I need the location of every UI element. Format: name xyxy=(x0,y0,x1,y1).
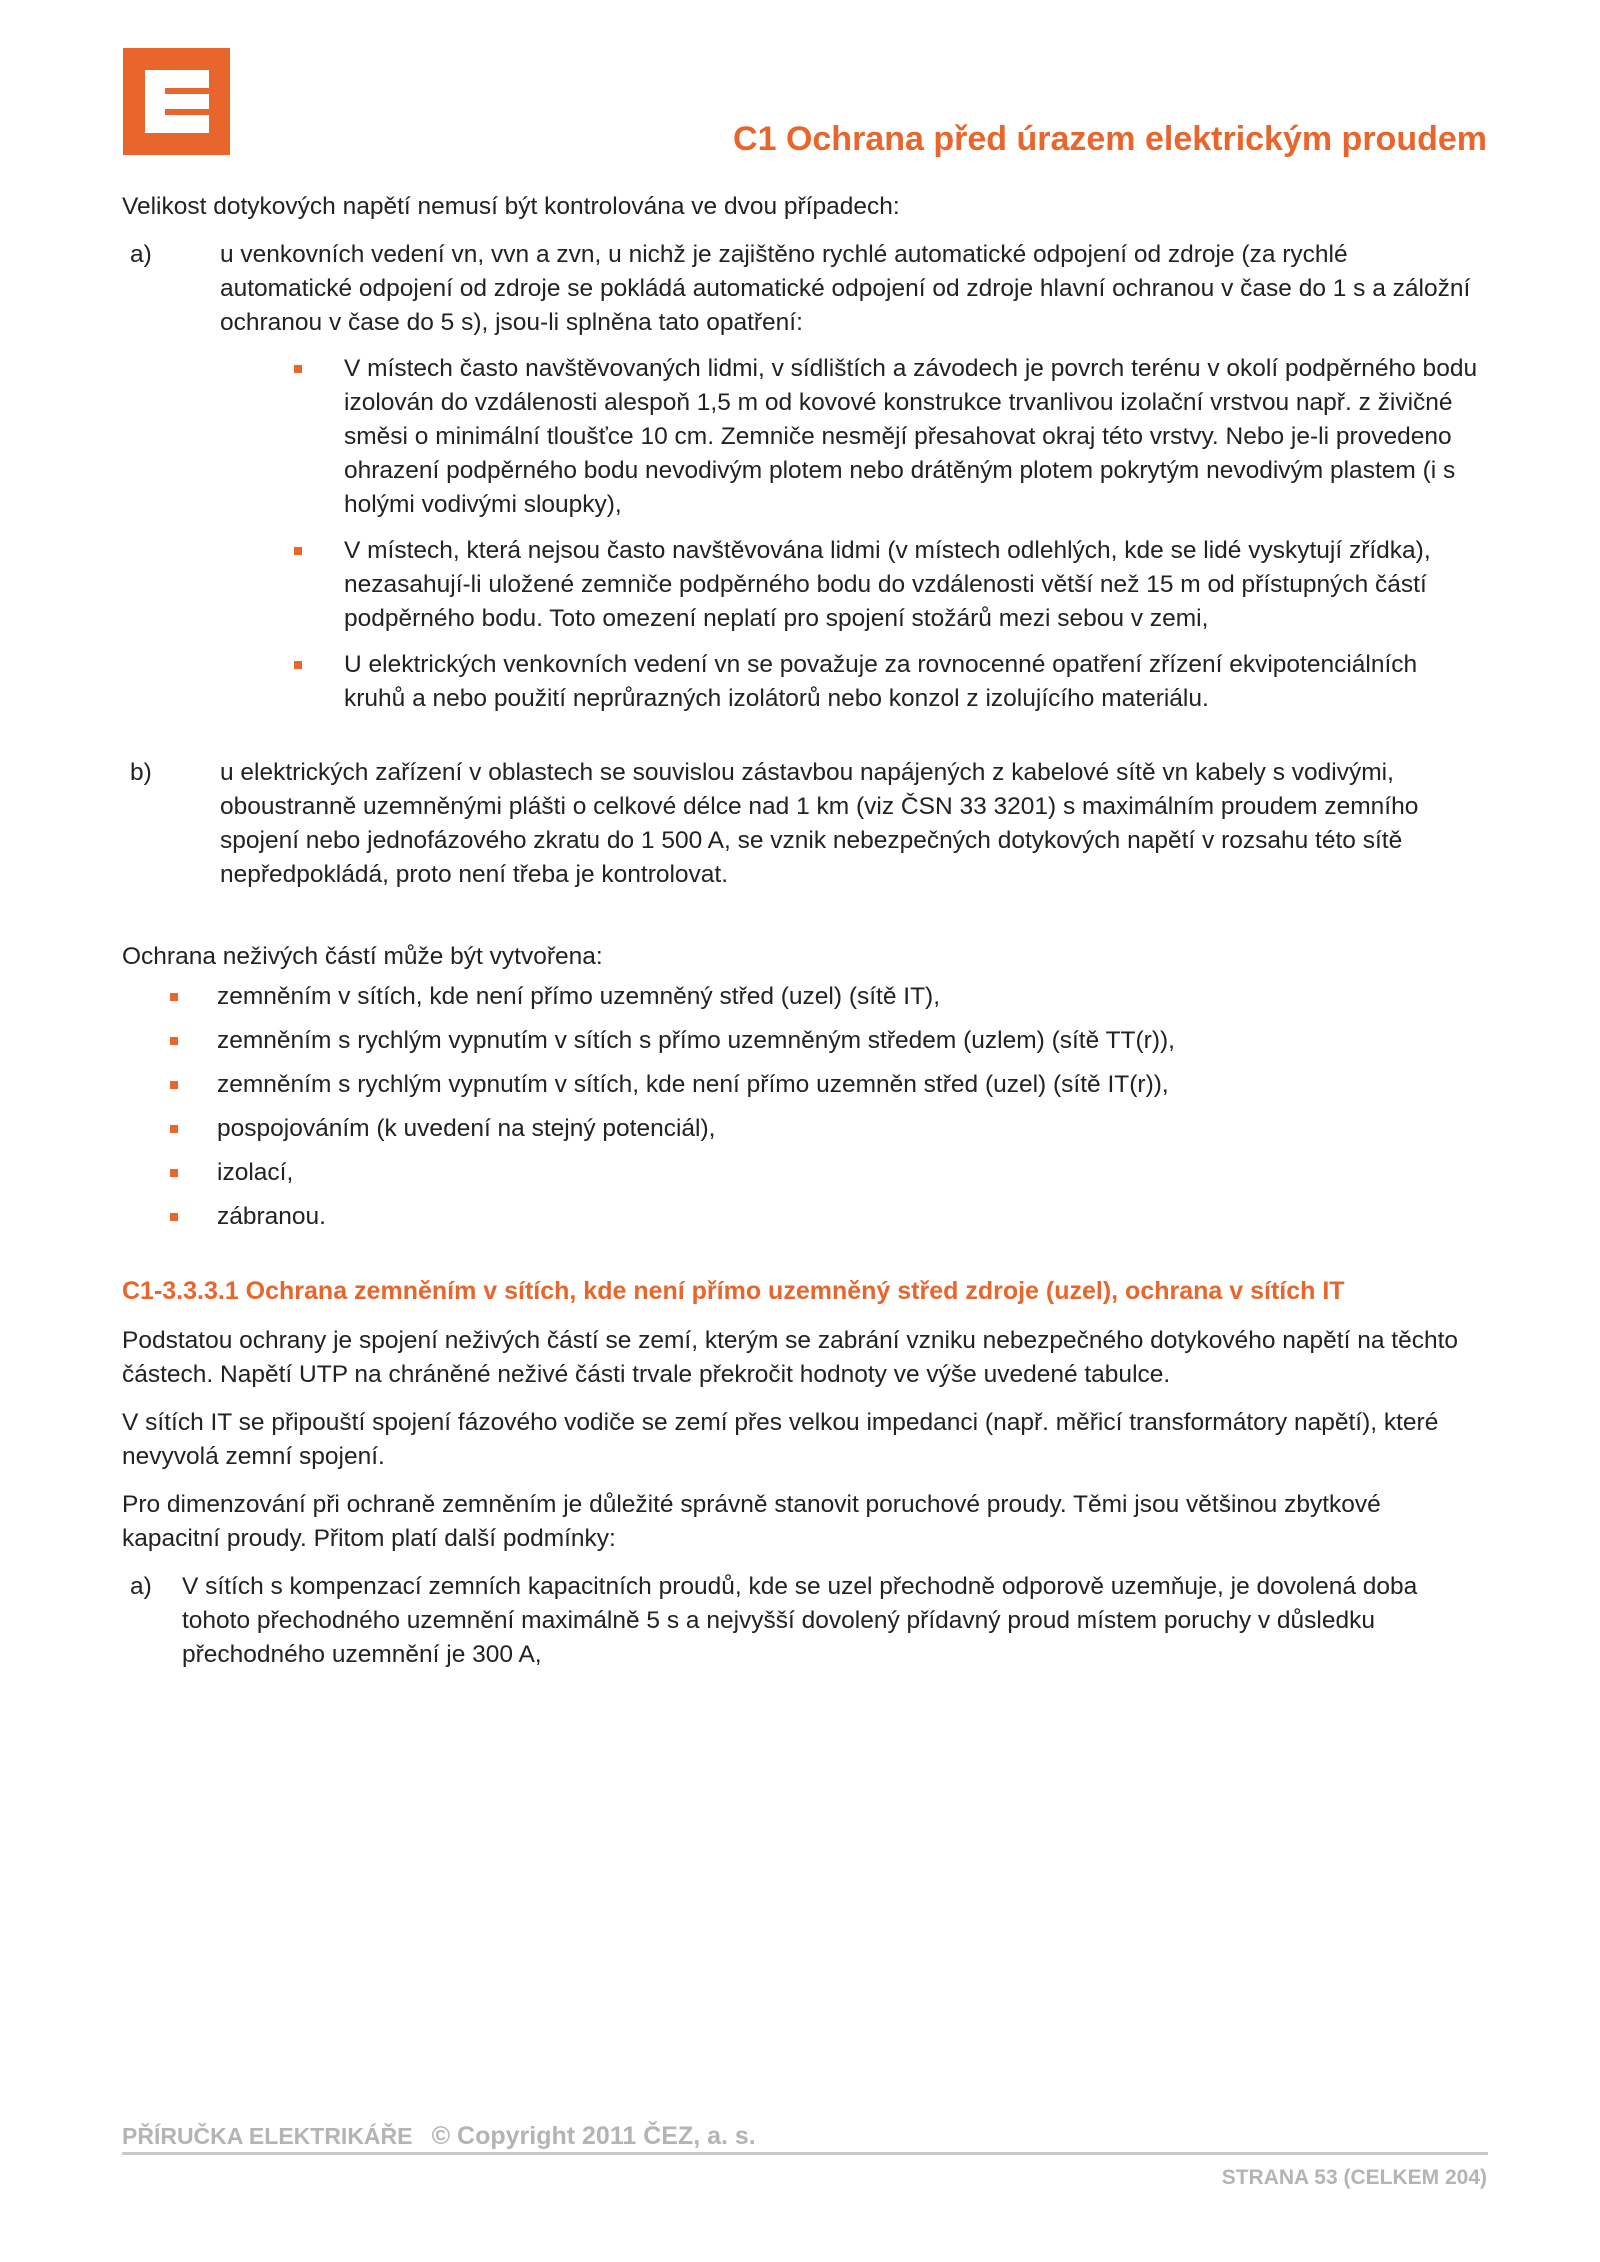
section-paragraph: Pro dimenzování při ochraně zemněním je důležité správně stanovit poruchové proudy. Těmi jsou většinou zbytkové kapacitní proudy. Přitom platí další podmínky: xyxy=(122,1491,1381,1552)
cez-logo xyxy=(123,48,230,155)
protection-list xyxy=(120,980,1482,1234)
section-case-a-marker: a) xyxy=(130,1573,152,1600)
main-content xyxy=(122,190,1482,1672)
case-a-text: u venkovních vedení vn, vvn a zvn, u nichž je zajištěno rychlé automatické odpojení od zdroje (za rychlé automatické odpojení od zdroje se pokládá automatické odpojení od zdroje hlavní ochranou v čase do 1 s a záložní ochranou v čase do 5 s), jsou-li splněna tato opatření: xyxy=(220,241,1471,336)
bullet-square-icon xyxy=(294,365,302,373)
page-title: C1 Ochrana před úrazem elektrickým proudem xyxy=(733,120,1487,158)
case-b xyxy=(130,756,1482,892)
footer-title: PŘÍRUČKA ELEKTRIKÁŘE xyxy=(122,2123,413,2149)
page-number: STRANA 53 (CELKEM 204) xyxy=(1221,2166,1487,2189)
bullet-square-icon xyxy=(170,993,178,1001)
section-case-a-text: V sítích s kompenzací zemních kapacitních proudů, kde se uzel přechodně odporově uzemňuje, je dovolená doba tohoto přechodného uzemnění maximálně 5 s a nejvyšší dovolený přídavný proud místem poruchy v důsledku přechodného uzemnění je 300 A, xyxy=(182,1573,1418,1668)
case-a-bullets xyxy=(294,352,1482,716)
bullet-square-icon xyxy=(170,1125,178,1133)
section-case-a xyxy=(130,1570,1482,1672)
footer-divider xyxy=(122,2152,1488,2155)
case-a-marker: a) xyxy=(130,241,152,268)
bullet-square-icon xyxy=(170,1081,178,1089)
list-item: zemněním s rychlým vypnutím v sítích s přímo uzemněným středem (uzlem) (sítě TT(r)), xyxy=(120,1024,1482,1058)
list-item: zemněním v sítích, kde není přímo uzemněný střed (uzel) (sítě IT), xyxy=(120,980,1482,1014)
case-b-marker: b) xyxy=(130,759,152,786)
list-item: zábranou. xyxy=(120,1200,1482,1234)
list-item: U elektrických venkovních vedení vn se považuje za rovnocenné opatření zřízení ekvipotenciálních kruhů a nebo použití neprůrazných izolátorů nebo konzol z izolujícího materiálu. xyxy=(294,648,1482,716)
list-item: V místech, která nejsou často navštěvována lidmi (v místech odlehlých, kde se lidé vyskytují zřídka), nezasahují-li uložené zemniče podpěrného bodu do vzdálenosti větší než 15 m od přístupných částí podpěrného bodu. Toto omezení neplatí pro spojení stožárů mezi sebou v zemi, xyxy=(294,534,1482,636)
list-item: zemněním s rychlým vypnutím v sítích, kde není přímo uzemněn střed (uzel) (sítě IT(r)), xyxy=(120,1068,1482,1102)
bullet-square-icon xyxy=(170,1213,178,1221)
case-b-text: u elektrických zařízení v oblastech se souvislou zástavbou napájených z kabelové sítě vn kabely s vodivými, oboustranně uzemněnými plášti o celkové délce nad 1 km (viz ČSN 33 3201) s maximálním proudem zemního spojení nebo jednofázového zkratu do 1 500 A, se vznik nebezpečných dotykových napětí v rozsahu této sítě nepředpokládá, proto není třeba je kontrolovat. xyxy=(220,759,1419,888)
section-paragraph: V sítích IT se připouští spojení fázového vodiče se zemí přes velkou impedanci (např. měřicí transformátory napětí), které nevyvolá zemní spojení. xyxy=(122,1409,1439,1470)
intro-text: Velikost dotykových napětí nemusí být kontrolována ve dvou případech: xyxy=(122,193,900,220)
bullet-square-icon xyxy=(294,661,302,669)
protection-intro: Ochrana neživých částí může být vytvořena: xyxy=(122,943,603,970)
bullet-square-icon xyxy=(170,1169,178,1177)
section-heading: C1-3.3.3.1 Ochrana zemněním v sítích, kde není přímo uzemněný střed zdroje (uzel), ochrana v sítích IT xyxy=(122,1277,1345,1305)
list-item: V místech často navštěvovaných lidmi, v sídlištích a závodech je povrch terénu v okolí podpěrného bodu izolován do vzdálenosti alespoň 1,5 m od kovové konstrukce trvanlivou izolační vrstvou např. z živičné směsi o minimální tloušťce 10 cm. Zemniče nesmějí přesahovat okraj této vrstvy. Nebo je-li provedeno ohrazení podpěrného bodu nevodivým plotem nebo drátěným plotem pokrytým nevodivým plastem (i s holými vodivými sloupky), xyxy=(294,352,1482,522)
footer-copyright: © Copyright 2011 ČEZ, a. s. xyxy=(431,2122,756,2150)
case-a xyxy=(130,238,1482,340)
section-paragraph: Podstatou ochrany je spojení neživých částí se zemí, kterým se zabrání vzniku nebezpečného dotykového napětí na těchto částech. Napětí UTP na chráněné neživé části trvale překročit hodnoty ve výše uvedené tabulce. xyxy=(122,1327,1459,1388)
bullet-square-icon xyxy=(294,547,302,555)
bullet-square-icon xyxy=(170,1037,178,1045)
footer-left xyxy=(122,2122,756,2151)
list-item: pospojováním (k uvedení na stejný potenciál), xyxy=(120,1112,1482,1146)
list-item: izolací, xyxy=(120,1156,1482,1190)
